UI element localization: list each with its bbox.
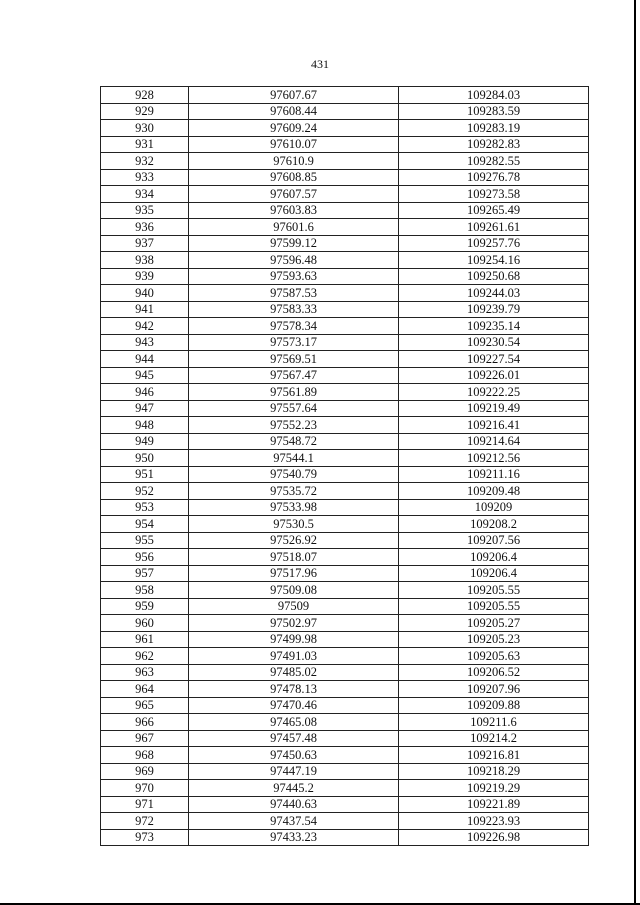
point-number-cell: 937	[101, 235, 189, 252]
table-row	[101, 351, 589, 368]
table-row	[101, 532, 589, 549]
y-coordinate-cell: 109244.03	[399, 285, 589, 302]
point-number-cell: 952	[101, 483, 189, 500]
point-number-cell: 967	[101, 730, 189, 747]
point-number-cell: 938	[101, 252, 189, 269]
x-coordinate-cell: 97608.44	[189, 103, 399, 120]
y-coordinate-cell: 109283.19	[399, 120, 589, 137]
page-number: 431	[311, 57, 329, 71]
table-row	[101, 268, 589, 285]
point-number-cell: 943	[101, 334, 189, 351]
table-row	[101, 301, 589, 318]
table-row	[101, 780, 589, 797]
y-coordinate-cell: 109250.68	[399, 268, 589, 285]
table-row	[101, 87, 589, 104]
table-row	[101, 681, 589, 698]
table-row	[101, 714, 589, 731]
x-coordinate-cell: 97530.5	[189, 516, 399, 533]
point-number-cell: 958	[101, 582, 189, 599]
y-coordinate-cell: 109205.23	[399, 631, 589, 648]
point-number-cell: 939	[101, 268, 189, 285]
x-coordinate-cell: 97599.12	[189, 235, 399, 252]
y-coordinate-cell: 109239.79	[399, 301, 589, 318]
table-row	[101, 433, 589, 450]
y-coordinate-cell: 109207.96	[399, 681, 589, 698]
table-row	[101, 631, 589, 648]
table-row	[101, 120, 589, 137]
x-coordinate-cell: 97509.08	[189, 582, 399, 599]
y-coordinate-cell: 109205.55	[399, 598, 589, 615]
y-coordinate-cell: 109218.29	[399, 763, 589, 780]
x-coordinate-cell: 97573.17	[189, 334, 399, 351]
table-row	[101, 582, 589, 599]
x-coordinate-cell: 97603.83	[189, 202, 399, 219]
x-coordinate-cell: 97601.6	[189, 219, 399, 236]
coordinates-table-body	[101, 87, 589, 846]
point-number-cell: 932	[101, 153, 189, 170]
point-number-cell: 928	[101, 87, 189, 104]
y-coordinate-cell: 109282.83	[399, 136, 589, 153]
point-number-cell: 954	[101, 516, 189, 533]
point-number-cell: 934	[101, 186, 189, 203]
y-coordinate-cell: 109206.4	[399, 565, 589, 582]
y-coordinate-cell: 109261.61	[399, 219, 589, 236]
point-number-cell: 968	[101, 747, 189, 764]
x-coordinate-cell: 97587.53	[189, 285, 399, 302]
point-number-cell: 966	[101, 714, 189, 731]
y-coordinate-cell: 109235.14	[399, 318, 589, 335]
table-row	[101, 648, 589, 665]
point-number-cell: 953	[101, 499, 189, 516]
point-number-cell: 970	[101, 780, 189, 797]
table-row	[101, 730, 589, 747]
point-number-cell: 971	[101, 796, 189, 813]
x-coordinate-cell: 97540.79	[189, 466, 399, 483]
x-coordinate-cell: 97433.23	[189, 829, 399, 846]
table-row	[101, 813, 589, 830]
y-coordinate-cell: 109230.54	[399, 334, 589, 351]
y-coordinate-cell: 109254.16	[399, 252, 589, 269]
y-coordinate-cell: 109211.6	[399, 714, 589, 731]
y-coordinate-cell: 109206.4	[399, 549, 589, 566]
y-coordinate-cell: 109205.55	[399, 582, 589, 599]
point-number-cell: 931	[101, 136, 189, 153]
y-coordinate-cell: 109257.76	[399, 235, 589, 252]
scan-edge-right	[634, 0, 636, 905]
table-row	[101, 285, 589, 302]
table-row	[101, 565, 589, 582]
point-number-cell: 962	[101, 648, 189, 665]
point-number-cell: 945	[101, 367, 189, 384]
point-number-cell: 957	[101, 565, 189, 582]
table-row	[101, 796, 589, 813]
table-row	[101, 252, 589, 269]
x-coordinate-cell: 97465.08	[189, 714, 399, 731]
x-coordinate-cell: 97447.19	[189, 763, 399, 780]
table-row	[101, 384, 589, 401]
point-number-cell: 946	[101, 384, 189, 401]
x-coordinate-cell: 97440.63	[189, 796, 399, 813]
point-number-cell: 951	[101, 466, 189, 483]
table-row	[101, 466, 589, 483]
point-number-cell: 963	[101, 664, 189, 681]
point-number-cell: 942	[101, 318, 189, 335]
table-row	[101, 103, 589, 120]
y-coordinate-cell: 109219.29	[399, 780, 589, 797]
table-row	[101, 763, 589, 780]
table-row	[101, 169, 589, 186]
y-coordinate-cell: 109273.58	[399, 186, 589, 203]
x-coordinate-cell: 97502.97	[189, 615, 399, 632]
x-coordinate-cell: 97450.63	[189, 747, 399, 764]
y-coordinate-cell: 109208.2	[399, 516, 589, 533]
point-number-cell: 948	[101, 417, 189, 434]
table-row	[101, 417, 589, 434]
table-row	[101, 367, 589, 384]
table-row	[101, 186, 589, 203]
table-row	[101, 136, 589, 153]
x-coordinate-cell: 97478.13	[189, 681, 399, 698]
point-number-cell: 947	[101, 400, 189, 417]
point-number-cell: 961	[101, 631, 189, 648]
x-coordinate-cell: 97445.2	[189, 780, 399, 797]
y-coordinate-cell: 109226.01	[399, 367, 589, 384]
table-row	[101, 235, 589, 252]
point-number-cell: 933	[101, 169, 189, 186]
y-coordinate-cell: 109282.55	[399, 153, 589, 170]
point-number-cell: 950	[101, 450, 189, 467]
x-coordinate-cell: 97518.07	[189, 549, 399, 566]
x-coordinate-cell: 97610.07	[189, 136, 399, 153]
table-row	[101, 318, 589, 335]
x-coordinate-cell: 97583.33	[189, 301, 399, 318]
point-number-cell: 949	[101, 433, 189, 450]
x-coordinate-cell: 97561.89	[189, 384, 399, 401]
x-coordinate-cell: 97535.72	[189, 483, 399, 500]
y-coordinate-cell: 109205.63	[399, 648, 589, 665]
x-coordinate-cell: 97593.63	[189, 268, 399, 285]
point-number-cell: 973	[101, 829, 189, 846]
y-coordinate-cell: 109209	[399, 499, 589, 516]
point-number-cell: 941	[101, 301, 189, 318]
x-coordinate-cell: 97533.98	[189, 499, 399, 516]
y-coordinate-cell: 109209.88	[399, 697, 589, 714]
x-coordinate-cell: 97610.9	[189, 153, 399, 170]
point-number-cell: 959	[101, 598, 189, 615]
point-number-cell: 929	[101, 103, 189, 120]
point-number-cell: 935	[101, 202, 189, 219]
coordinates-table	[100, 86, 589, 846]
y-coordinate-cell: 109216.81	[399, 747, 589, 764]
point-number-cell: 940	[101, 285, 189, 302]
y-coordinate-cell: 109211.16	[399, 466, 589, 483]
x-coordinate-cell: 97526.92	[189, 532, 399, 549]
x-coordinate-cell: 97557.64	[189, 400, 399, 417]
y-coordinate-cell: 109284.03	[399, 87, 589, 104]
table-row	[101, 697, 589, 714]
y-coordinate-cell: 109227.54	[399, 351, 589, 368]
x-coordinate-cell: 97609.24	[189, 120, 399, 137]
x-coordinate-cell: 97548.72	[189, 433, 399, 450]
x-coordinate-cell: 97509	[189, 598, 399, 615]
point-number-cell: 955	[101, 532, 189, 549]
y-coordinate-cell: 109265.49	[399, 202, 589, 219]
point-number-cell: 964	[101, 681, 189, 698]
point-number-cell: 972	[101, 813, 189, 830]
y-coordinate-cell: 109214.64	[399, 433, 589, 450]
y-coordinate-cell: 109206.52	[399, 664, 589, 681]
x-coordinate-cell: 97607.57	[189, 186, 399, 203]
table-row	[101, 829, 589, 846]
table-row	[101, 334, 589, 351]
y-coordinate-cell: 109209.48	[399, 483, 589, 500]
x-coordinate-cell: 97470.46	[189, 697, 399, 714]
table-row	[101, 549, 589, 566]
y-coordinate-cell: 109205.27	[399, 615, 589, 632]
table-row	[101, 664, 589, 681]
y-coordinate-cell: 109212.56	[399, 450, 589, 467]
table-row	[101, 747, 589, 764]
y-coordinate-cell: 109219.49	[399, 400, 589, 417]
x-coordinate-cell: 97596.48	[189, 252, 399, 269]
table-row	[101, 598, 589, 615]
x-coordinate-cell: 97552.23	[189, 417, 399, 434]
x-coordinate-cell: 97544.1	[189, 450, 399, 467]
table-row	[101, 219, 589, 236]
y-coordinate-cell: 109221.89	[399, 796, 589, 813]
y-coordinate-cell: 109276.78	[399, 169, 589, 186]
x-coordinate-cell: 97607.67	[189, 87, 399, 104]
table-row	[101, 516, 589, 533]
y-coordinate-cell: 109223.93	[399, 813, 589, 830]
x-coordinate-cell: 97517.96	[189, 565, 399, 582]
table-row	[101, 499, 589, 516]
table-row	[101, 615, 589, 632]
table-row	[101, 450, 589, 467]
table-row	[101, 153, 589, 170]
y-coordinate-cell: 109222.25	[399, 384, 589, 401]
y-coordinate-cell: 109214.2	[399, 730, 589, 747]
point-number-cell: 930	[101, 120, 189, 137]
x-coordinate-cell: 97499.98	[189, 631, 399, 648]
x-coordinate-cell: 97437.54	[189, 813, 399, 830]
table-row	[101, 400, 589, 417]
x-coordinate-cell: 97578.34	[189, 318, 399, 335]
point-number-cell: 936	[101, 219, 189, 236]
x-coordinate-cell: 97608.85	[189, 169, 399, 186]
point-number-cell: 960	[101, 615, 189, 632]
x-coordinate-cell: 97491.03	[189, 648, 399, 665]
x-coordinate-cell: 97457.48	[189, 730, 399, 747]
x-coordinate-cell: 97567.47	[189, 367, 399, 384]
point-number-cell: 969	[101, 763, 189, 780]
y-coordinate-cell: 109216.41	[399, 417, 589, 434]
point-number-cell: 956	[101, 549, 189, 566]
y-coordinate-cell: 109226.98	[399, 829, 589, 846]
x-coordinate-cell: 97569.51	[189, 351, 399, 368]
point-number-cell: 965	[101, 697, 189, 714]
table-row	[101, 483, 589, 500]
table-row	[101, 202, 589, 219]
point-number-cell: 944	[101, 351, 189, 368]
y-coordinate-cell: 109207.56	[399, 532, 589, 549]
y-coordinate-cell: 109283.59	[399, 103, 589, 120]
x-coordinate-cell: 97485.02	[189, 664, 399, 681]
